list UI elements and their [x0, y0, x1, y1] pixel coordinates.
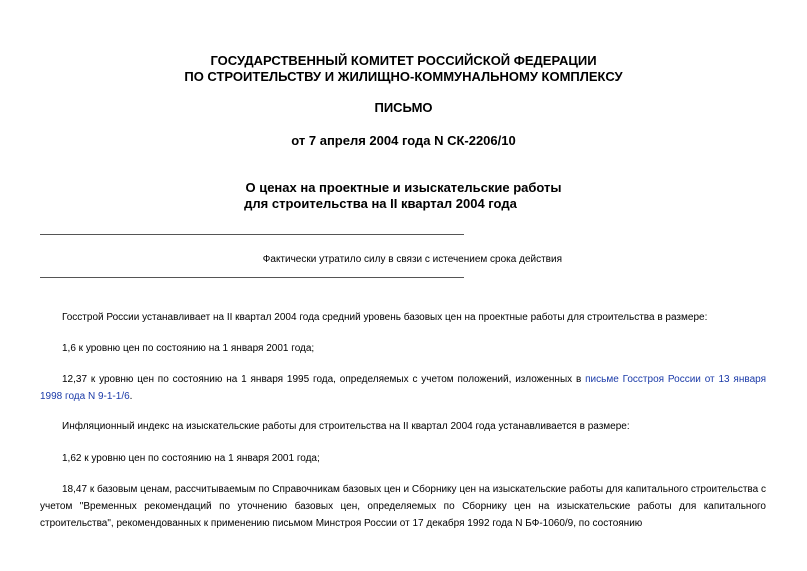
document-subject: [0, 180, 807, 212]
subject-line-2: для строительства на II квартал 2004 года: [244, 196, 517, 211]
paragraph-design-prices-intro: [40, 309, 766, 326]
issuing-organization: [0, 53, 807, 85]
org-line-2: ПО СТРОИТЕЛЬСТВУ И ЖИЛИЩНО-КОММУНАЛЬНОМУ КОМПЛЕКСУ: [184, 69, 623, 84]
paragraph-index-1995: [40, 371, 766, 405]
subject-line-1: О ценах на проектные и изыскательские работы: [245, 180, 562, 195]
divider-top: [40, 234, 464, 235]
paragraph-index-2001: [40, 340, 766, 357]
paragraph-text: 12,37 к уровню цен по состоянию на 1 января 1995 года, определяемых с учетом положений, изложенных в: [62, 374, 586, 385]
paragraph-survey-base-prices: [40, 481, 766, 532]
paragraph-text: Инфляционный индекс на изыскательские работы для строительства на II квартал 2004 года устанавливается в размере:: [62, 421, 630, 432]
paragraph-text-tail: .: [129, 391, 133, 402]
paragraph-survey-index-intro: [40, 418, 766, 435]
gosstroy-letter-link[interactable]: письме Госстроя России от 13 января 1998 года N 9-1-1/6: [40, 374, 766, 402]
document-date-number: от 7 апреля 2004 года N СК-2206/10: [291, 133, 516, 148]
paragraph-text: 1,62 к уровню цен по состоянию на 1 января 2001 года;: [62, 453, 320, 464]
paragraph-survey-index-2001: [40, 450, 766, 467]
status-note: Фактически утратило силу в связи с истечением срока действия: [262, 254, 562, 265]
org-line-1: ГОСУДАРСТВЕННЫЙ КОМИТЕТ РОССИЙСКОЙ ФЕДЕРАЦИИ: [210, 53, 597, 68]
paragraph-text: 18,47 к базовым ценам, рассчитываемым по Справочникам базовых цен и Сборнику цен на изыскательские работы для капитального строительства с учетом "Временных рекомендаций по уточнению базовых цен, определяемых по Сборнику цен на изыскательские работы для капитального строительства", рекомендованных к применению письмом Минстроя России от 17 декабря 1992 года N БФ-1060/9, по состоянию: [40, 484, 766, 529]
document-type: ПИСЬМО: [374, 100, 433, 115]
paragraph-text: Госстрой России устанавливает на II квартал 2004 года средний уровень базовых цен на проектные работы для строительства в размере:: [62, 312, 708, 323]
paragraph-text: 1,6 к уровню цен по состоянию на 1 января 2001 года;: [62, 343, 315, 354]
divider-bottom: [40, 277, 464, 278]
